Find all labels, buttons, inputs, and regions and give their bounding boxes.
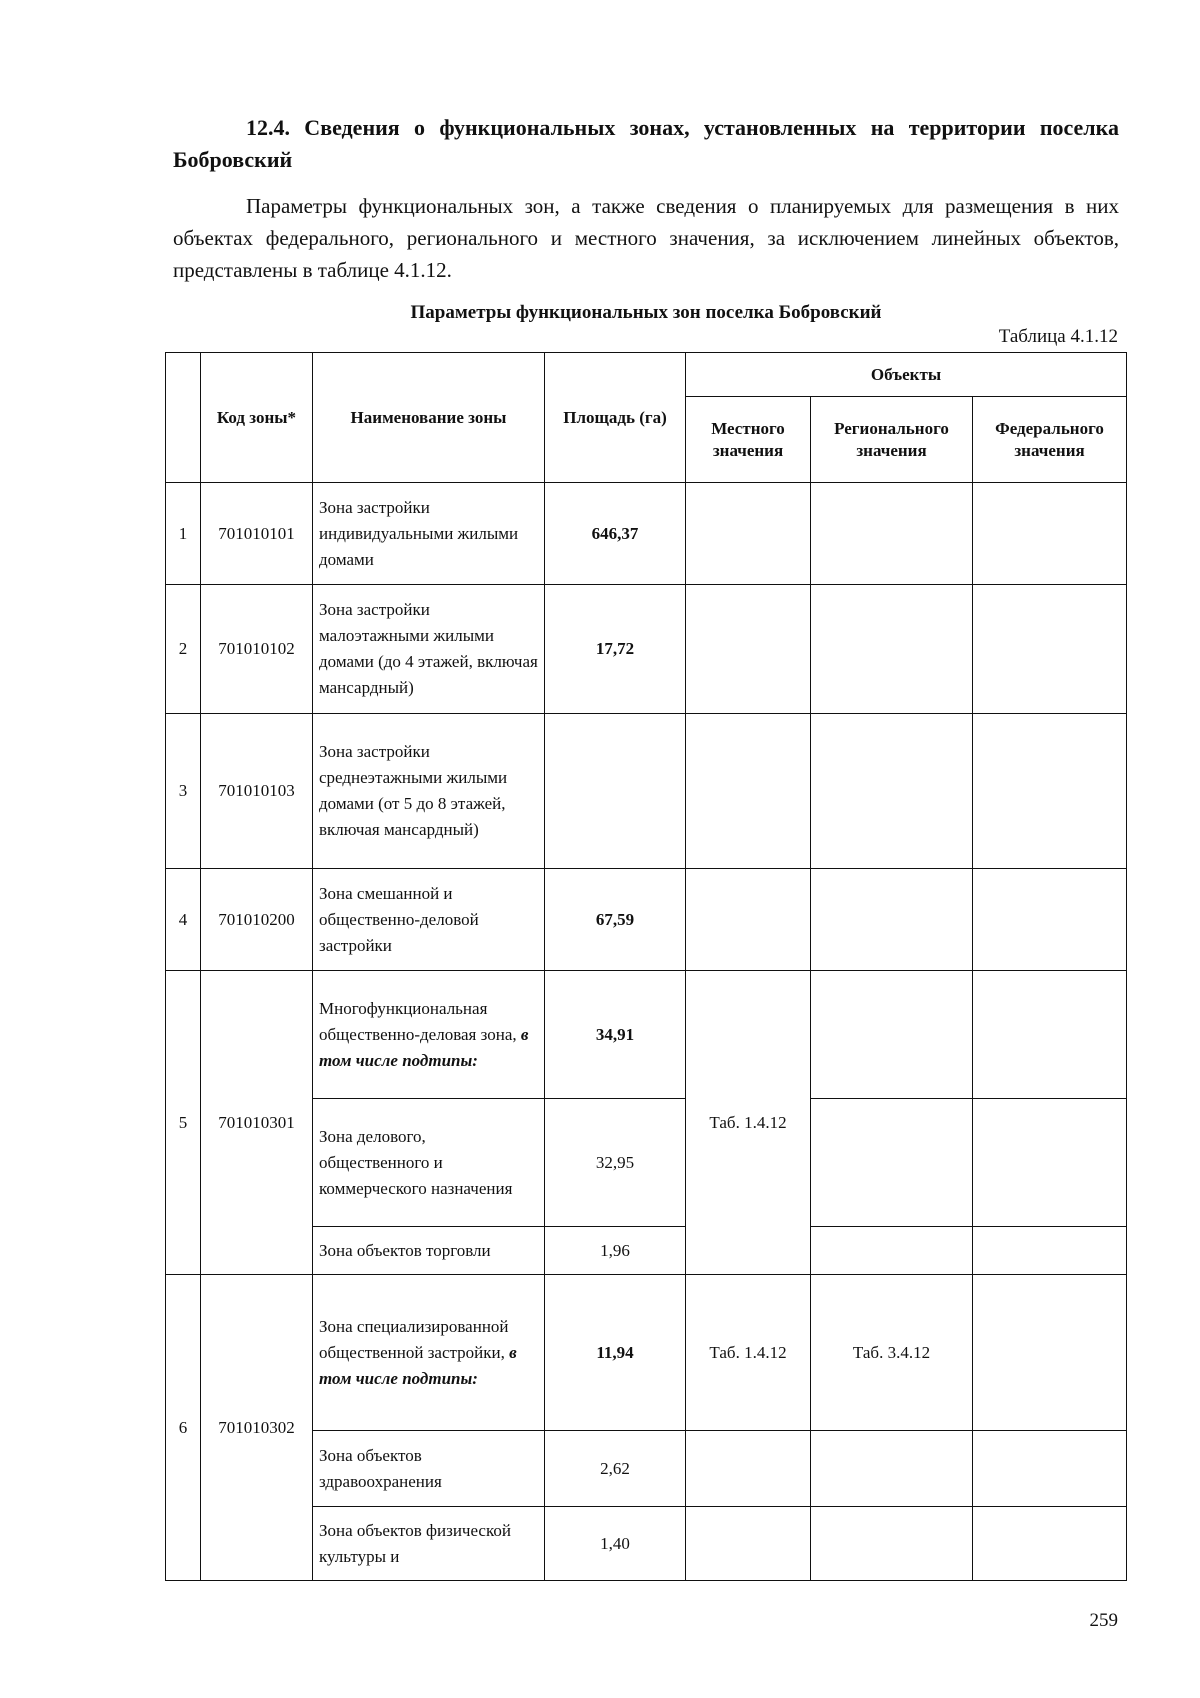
- zone-name: [313, 1275, 545, 1431]
- row-number: 5: [166, 971, 201, 1275]
- zone-area: 34,91: [545, 971, 686, 1099]
- subtype-name: Зона объектов физической культуры и: [313, 1507, 545, 1581]
- table-caption: Параметры функциональных зон поселка Бобровский: [410, 302, 882, 323]
- zone-name: Зона застройки индивидуальными жилыми домами: [313, 483, 545, 585]
- zone-name-main: Зона специализированной общественной застройки,: [319, 1316, 509, 1362]
- local-objects: [686, 483, 811, 585]
- zone-name: Зона смешанной и общественно-деловой застройки: [313, 869, 545, 971]
- subtype-area: 2,62: [545, 1431, 686, 1507]
- section-title: 12.4. Сведения о функциональных зонах, установленных на территории поселка Бобровский: [173, 115, 1119, 172]
- federal-objects: [973, 971, 1127, 1099]
- subtype-area: 32,95: [545, 1099, 686, 1227]
- zone-code: 701010103: [201, 714, 313, 869]
- zone-name-main: Многофункциональная общественно-деловая зона,: [319, 998, 517, 1044]
- federal-objects: [973, 869, 1127, 971]
- regional-objects: [811, 971, 973, 1099]
- zone-area: 646,37: [545, 483, 686, 585]
- header-name: Наименование зоны: [313, 353, 545, 483]
- table-row: [166, 585, 1127, 714]
- header-objects: Объекты: [686, 353, 1127, 397]
- zone-area: 17,72: [545, 585, 686, 714]
- federal-objects: [973, 1275, 1127, 1431]
- federal-objects: [973, 1431, 1127, 1507]
- zone-name-subtypes-note: в том числе подтипы:: [319, 1342, 517, 1388]
- regional-objects: [811, 1431, 973, 1507]
- header-row-1: [166, 353, 1127, 397]
- regional-objects: [811, 585, 973, 714]
- header-area: Площадь (га): [545, 353, 686, 483]
- local-objects: [686, 1507, 811, 1581]
- zone-name-subtypes-note: в том числе подтипы:: [319, 1024, 529, 1070]
- header-code: Код зоны*: [201, 353, 313, 483]
- regional-objects: [811, 483, 973, 585]
- table-row: [166, 971, 1127, 1099]
- subtype-name: Зона объектов здравоохранения: [313, 1431, 545, 1507]
- zone-code: 701010302: [201, 1275, 313, 1581]
- table-row: [166, 869, 1127, 971]
- subtype-area: 1,96: [545, 1227, 686, 1275]
- regional-objects: Таб. 3.4.12: [811, 1275, 973, 1431]
- row-number: 1: [166, 483, 201, 585]
- zone-area: 67,59: [545, 869, 686, 971]
- subtype-area: 1,40: [545, 1507, 686, 1581]
- table-row: [166, 1275, 1127, 1431]
- intro-paragraph: Параметры функциональных зон, а также сведения о планируемых для размещения в них объектах федерального, регионального и местного значения, за исключением линейных объектов, представлены в таблице 4.1.12.: [173, 194, 1119, 282]
- zone-code: 701010200: [201, 869, 313, 971]
- local-objects: Таб. 1.4.12: [686, 1275, 811, 1431]
- row-number: 6: [166, 1275, 201, 1581]
- federal-objects: [973, 1507, 1127, 1581]
- header-number: [166, 353, 201, 483]
- table-row: [166, 483, 1127, 585]
- local-objects: [686, 714, 811, 869]
- zone-code: 701010101: [201, 483, 313, 585]
- local-objects: Таб. 1.4.12: [686, 971, 811, 1275]
- row-number: 4: [166, 869, 201, 971]
- subtype-name: Зона объектов торговли: [313, 1227, 545, 1275]
- federal-objects: [973, 714, 1127, 869]
- row-number: 2: [166, 585, 201, 714]
- header-federal: Федерального значения: [973, 397, 1127, 483]
- header-local: Местного значения: [686, 397, 811, 483]
- zone-area: 11,94: [545, 1275, 686, 1431]
- table-number: Таблица 4.1.12: [998, 326, 1118, 347]
- page-number: 259: [1089, 1610, 1118, 1631]
- zone-name: Зона застройки среднеэтажными жилыми домами (от 5 до 8 этажей, включая мансардный): [313, 714, 545, 869]
- zone-area: [545, 714, 686, 869]
- local-objects: [686, 1431, 811, 1507]
- table-row: [166, 714, 1127, 869]
- federal-objects: [973, 483, 1127, 585]
- zone-code: 701010301: [201, 971, 313, 1275]
- regional-objects: [811, 869, 973, 971]
- zone-name: Зона застройки малоэтажными жилыми домами (до 4 этажей, включая мансардный): [313, 585, 545, 714]
- row-number: 3: [166, 714, 201, 869]
- regional-objects: [811, 1507, 973, 1581]
- federal-objects: [973, 1099, 1127, 1227]
- local-objects: [686, 585, 811, 714]
- local-objects: [686, 869, 811, 971]
- zone-name: [313, 971, 545, 1099]
- regional-objects: [811, 714, 973, 869]
- zone-code: 701010102: [201, 585, 313, 714]
- federal-objects: [973, 1227, 1127, 1275]
- regional-objects: [811, 1227, 973, 1275]
- subtype-name: Зона делового, общественного и коммерческого назначения: [313, 1099, 545, 1227]
- regional-objects: [811, 1099, 973, 1227]
- header-regional: Регионального значения: [811, 397, 973, 483]
- zones-table: [165, 352, 1127, 1581]
- federal-objects: [973, 585, 1127, 714]
